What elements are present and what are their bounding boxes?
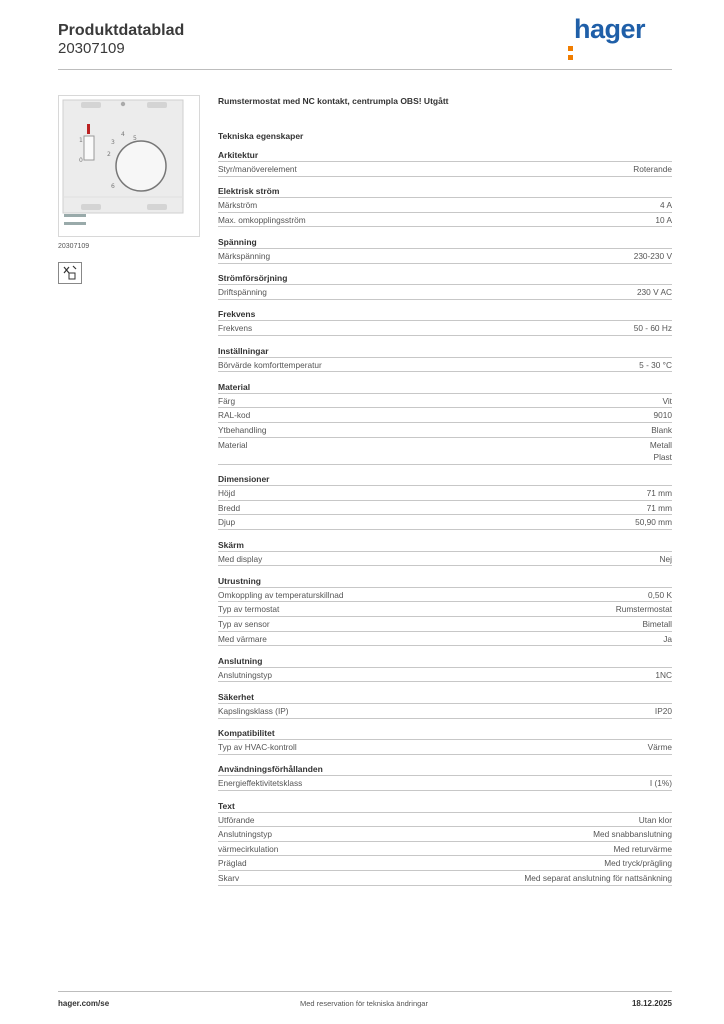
spec-row (218, 870, 672, 886)
spec-label: Material (218, 439, 248, 450)
spec-label: Max. omkopplingsström (218, 214, 306, 225)
spec-value: 230-230 V (633, 250, 672, 261)
spec-section-title: Kompatibilitet (218, 728, 275, 739)
spec-section (218, 472, 672, 530)
footer-disclaimer: Med reservation för tekniska ändringar (300, 999, 428, 1008)
spec-section-title: Anslutning (218, 655, 263, 666)
spec-row (218, 775, 672, 791)
spec-value: 10 A (655, 214, 672, 225)
spec-row (218, 514, 672, 530)
spec-row (218, 161, 672, 177)
spec-section-title: Material (218, 381, 251, 392)
spec-value: 71 mm (646, 502, 672, 513)
spec-value: 4 A (660, 200, 672, 211)
spec-label: Märkspänning (218, 250, 271, 261)
spec-section (218, 690, 672, 719)
header-product-code: 20307109 (58, 40, 125, 57)
spec-value: 50,90 mm (635, 517, 672, 528)
spec-section-title: Spänning (218, 236, 257, 247)
spec-table (218, 148, 672, 893)
spec-section-title: Dimensioner (218, 474, 270, 485)
product-description: Rumstermostat med NC kontakt, centrumpla OBS! Utgått (218, 96, 449, 106)
spec-value: Utan klor (638, 814, 672, 825)
dial-label: 3 (111, 139, 115, 146)
spec-section-title: Arkitektur (218, 150, 259, 160)
spec-section-title: Skärm (218, 539, 244, 550)
spec-section (218, 271, 672, 300)
spec-value: 230 V AC (636, 287, 672, 298)
spec-value: 5 - 30 °C (639, 359, 672, 370)
spec-row (218, 422, 672, 437)
spec-row (218, 739, 672, 755)
spec-label: RAL-kod (218, 410, 251, 421)
spec-label: Höjd (218, 488, 236, 499)
spec-label: Typ av HVAC-kontroll (218, 742, 297, 753)
spec-label: Anslutningstyp (218, 829, 272, 840)
spec-value: 1NC (655, 669, 672, 680)
spec-label: värmecirkulation (218, 843, 279, 854)
spec-section-title: Utrustning (218, 575, 261, 586)
spec-section-title: Strömförsörjning (218, 273, 288, 284)
spec-value: Rumstermostat (615, 604, 672, 615)
spec-label: Präglad (218, 858, 247, 869)
spec-label: Styr/manöverelement (218, 164, 297, 174)
spec-label: Typ av termostat (218, 604, 280, 615)
spec-label: Skarv (218, 872, 240, 883)
spec-label: Bredd (218, 502, 241, 513)
footer-divider (58, 991, 672, 992)
spec-value: Vit (662, 395, 672, 406)
spec-row (218, 841, 672, 856)
spec-section (218, 344, 672, 373)
spec-value: 50 - 60 Hz (633, 323, 672, 334)
spec-value: Bimetall (642, 619, 672, 630)
spec-value: Värme (647, 742, 672, 753)
spec-section (218, 307, 672, 336)
spec-label: Märkström (218, 200, 258, 211)
spec-label: Frekvens (218, 323, 253, 334)
spec-label: Med display (218, 553, 263, 564)
spec-row (218, 631, 672, 647)
spec-value: Med returvärme (613, 843, 672, 854)
spec-section (218, 654, 672, 683)
spec-section (218, 574, 672, 646)
spec-row (218, 357, 672, 373)
spec-section (218, 538, 672, 567)
spec-label: Djup (218, 517, 236, 528)
spec-label: Anslutningstyp (218, 669, 272, 680)
spec-label: Typ av sensor (218, 619, 270, 630)
spec-section (218, 380, 672, 465)
spec-row (218, 320, 672, 336)
spec-label: Färg (218, 395, 236, 406)
header-title: Produktdatablad (58, 22, 185, 39)
spec-row (218, 393, 672, 408)
instruction-symbol-icon (58, 262, 82, 284)
thermostat-illustration (59, 96, 199, 236)
brand-logo[interactable]: hager (568, 14, 645, 45)
spec-label: Kapslingsklass (IP) (218, 706, 289, 716)
spec-label: Omkoppling av temperaturskillnad (218, 589, 344, 600)
spec-row (218, 437, 672, 465)
spec-value: IP20 (654, 706, 672, 716)
spec-value: 0,50 K (648, 589, 672, 600)
dial-label: 4 (121, 131, 125, 138)
spec-value: Ja (663, 633, 672, 644)
spec-section (218, 762, 672, 791)
spec-row (218, 703, 672, 719)
spec-row (218, 485, 672, 500)
spec-value: Blank (651, 424, 672, 435)
spec-label: Ytbehandling (218, 424, 267, 435)
spec-value: Med separat anslutning för nattsänkning (524, 872, 672, 883)
footer-website-link[interactable]: hager.com/se (58, 999, 110, 1008)
spec-value: Roterande (633, 164, 672, 174)
dial-label: 0 (79, 157, 83, 164)
spec-section-title: Säkerhet (218, 692, 254, 702)
spec-label: Med värmare (218, 633, 267, 644)
spec-row (218, 284, 672, 300)
spec-value: Nej (659, 553, 672, 564)
spec-section-title: Text (218, 800, 235, 811)
spec-row (218, 407, 672, 422)
spec-label: Energieffektivitetsklass (218, 778, 303, 789)
spec-row (218, 812, 672, 827)
spec-row (218, 500, 672, 515)
image-caption-code: 20307109 (58, 243, 90, 250)
dial-label: 6 (111, 183, 115, 190)
spec-row (218, 601, 672, 616)
spec-row (218, 587, 672, 602)
spec-row (218, 855, 672, 870)
spec-label: Börvärde komforttemperatur (218, 359, 322, 370)
spec-row (218, 248, 672, 264)
spec-label: Driftspänning (218, 287, 267, 298)
spec-label: Utförande (218, 814, 255, 825)
spec-section (218, 726, 672, 755)
footer-date: 18.12.2025 (631, 999, 672, 1008)
spec-section-title: Frekvens (218, 309, 256, 320)
dial-label: 2 (107, 151, 111, 158)
spec-row (218, 212, 672, 228)
spec-section (218, 148, 672, 177)
dial-label: 5 (133, 135, 137, 142)
spec-section-title: Användningsförhållanden (218, 764, 323, 775)
spec-row (218, 197, 672, 212)
spec-value: Med tryck/prägling (604, 858, 672, 869)
spec-row (218, 616, 672, 631)
spec-section (218, 799, 672, 886)
specs-title: Tekniska egenskaper (218, 131, 304, 141)
spec-section-title: Inställningar (218, 345, 269, 356)
spec-value: Metall Plast (649, 439, 672, 463)
spec-section (218, 235, 672, 264)
dial-label: 1 (79, 137, 83, 144)
spec-value: Med snabbanslutning (593, 829, 672, 840)
spec-row (218, 826, 672, 841)
spec-value: 71 mm (646, 488, 672, 499)
spec-section-title: Elektrisk ström (218, 186, 280, 197)
spec-value: 9010 (653, 410, 672, 421)
spec-row (218, 667, 672, 683)
spec-row (218, 551, 672, 567)
spec-section (218, 184, 672, 227)
product-image (58, 95, 200, 237)
header-divider (58, 69, 672, 70)
spec-value: I (1%) (649, 778, 672, 789)
